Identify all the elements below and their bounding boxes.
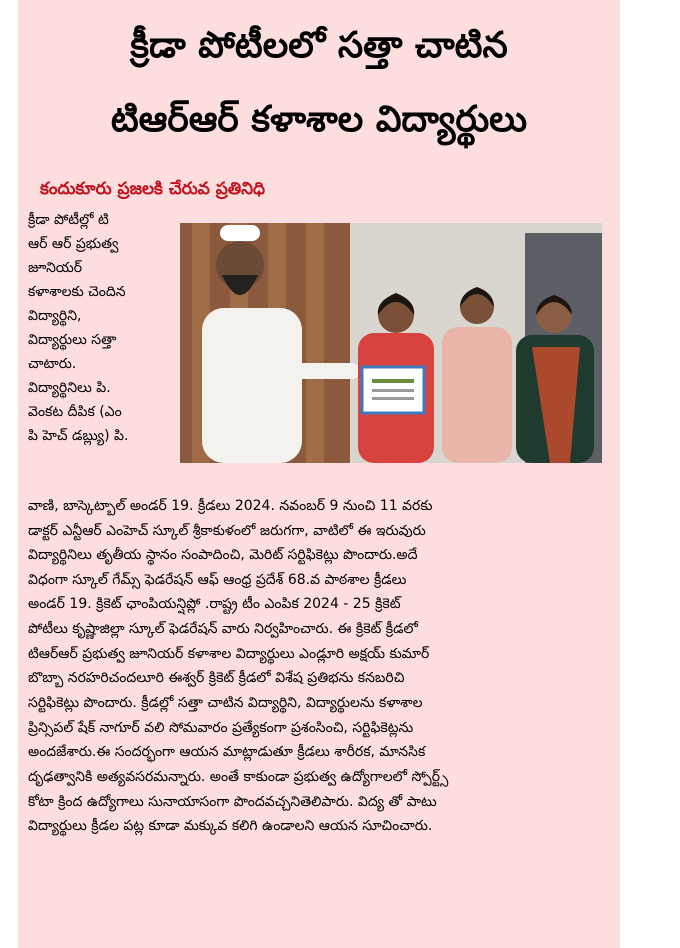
body-line: టిఆర్ఆర్ ప్రభుత్వ జూనియర్ కళాశాల విద్యార్థులు ఎండ్లూరి అక్షయ్ కుమార్	[28, 646, 430, 662]
news-photo	[180, 223, 602, 463]
intro-line: విద్యార్థిని,	[28, 308, 82, 324]
certificate-line	[372, 397, 414, 400]
intro-line: ఆర్ ఆర్ ప్రభుత్వ	[28, 236, 119, 252]
body-line: డాక్టర్ ఎన్టీఆర్ ఎంహెచ్ స్కూల్ శ్రీకాకుళంలో జరుగగా, వాటిలో ఈ ఇరువురు	[28, 523, 426, 539]
news-clipping	[18, 0, 620, 948]
body-line: కోటా క్రింద ఉద్యోగాలు సునాయాసంగా పొందవచ్చనితెలిపారు. విద్య తో పాటు	[28, 794, 437, 810]
intro-line: జూనియర్	[28, 260, 83, 276]
person-man-arm	[290, 363, 360, 379]
body-line: విద్యార్థులు క్రీడల పట్ల కూడా మక్కువ కలిగి ఉండాలని ఆయన సూచించారు.	[28, 818, 433, 834]
intro-line: క్రీడా పోటీల్లో టి	[28, 212, 109, 228]
intro-line: పి హెచ్ డబ్ల్యు) పి.	[28, 428, 129, 444]
body-line: అండర్ 19. క్రికెట్ ఛాంపియన్షిప్లో .రాష్ట్ర టీం ఎంపిక 2024 - 25 క్రికెట్	[28, 596, 401, 612]
intro-column	[28, 208, 166, 448]
person-man-robe	[202, 308, 302, 463]
intro-line: చాటారు.	[28, 356, 77, 372]
person-man-cap	[220, 225, 260, 241]
body-line: దృఢత్వానికి అత్యవసరమన్నారు. అంతే కాకుండా ప్రభుత్వ ఉద్యోగాలలో స్పోర్ట్స్	[28, 769, 449, 785]
intro-line: విద్యార్థినిలు పి.	[28, 380, 111, 396]
headline-line-2: టిఆర్ఆర్ కళాశాల విద్యార్థులు	[110, 99, 528, 140]
intro-line: వెంకట దీపిక (ఎం	[28, 404, 122, 420]
byline: కందుకూరు ప్రజలకి చేరువ ప్రతినిధి	[40, 179, 266, 199]
body-line: సర్టిఫికెట్లు పొందారు. క్రీడల్లో సత్తా చాటిన విద్యార్థిని, విద్యార్థులను కళాశాల	[28, 695, 423, 711]
certificate-line	[372, 389, 414, 392]
body-line: విధంగా స్కూల్ గేమ్స్ ఫెడరేషన్ ఆఫ్ ఆంధ్ర ప్రదేశ్ 68.వ పాఠశాల క్రీడలు	[28, 572, 407, 588]
certificate-line	[372, 379, 414, 383]
headline-line-1: క్రీడా పోటీలలో సత్తా చాటిన	[130, 25, 508, 66]
body-line: బొబ్బా నరహరిచందలూరి ఈశ్వర్ క్రికెట్ క్రీడలో విశేష ప్రతిభను కనబరిచి	[28, 670, 405, 686]
body-line: అందజేశారు.ఈ సందర్భంగా ఆయన మాట్లాడుతూ క్రీడలు శారీరక, మానసిక	[28, 744, 426, 760]
body-line: పోటీలు కృష్ణాజిల్లా స్కూల్ ఫెడరేషన్ వారు నిర్వహించారు. ఈ క్రికెట్ క్రీడలో	[28, 621, 418, 637]
intro-line: కళాశాలకు చెందిన	[28, 284, 126, 300]
curtain-fold	[306, 223, 324, 463]
intro-line: విద్యార్థులు సత్తా	[28, 332, 117, 348]
person-girl-peach	[442, 327, 512, 463]
body-line: విద్యార్థినిలు తృతీయ స్థానం సంపాదించి, మెరిట్ సర్టిఫికెట్లు పొందారు.అదే	[28, 547, 418, 563]
photo-illustration	[180, 223, 602, 463]
body-line: ప్రిన్సిపల్ షేక్ నాగూర్ వలి సోమవారం ప్రత్యేకంగా ప్రశంసించి, సర్టిఫికెట్లను	[28, 720, 414, 736]
body-line: వాణి, బాస్కెట్బాల్ అండర్ 19. క్రీడలు 2024. నవంబర్ 9 నుంచి 11 వరకు	[28, 498, 433, 514]
